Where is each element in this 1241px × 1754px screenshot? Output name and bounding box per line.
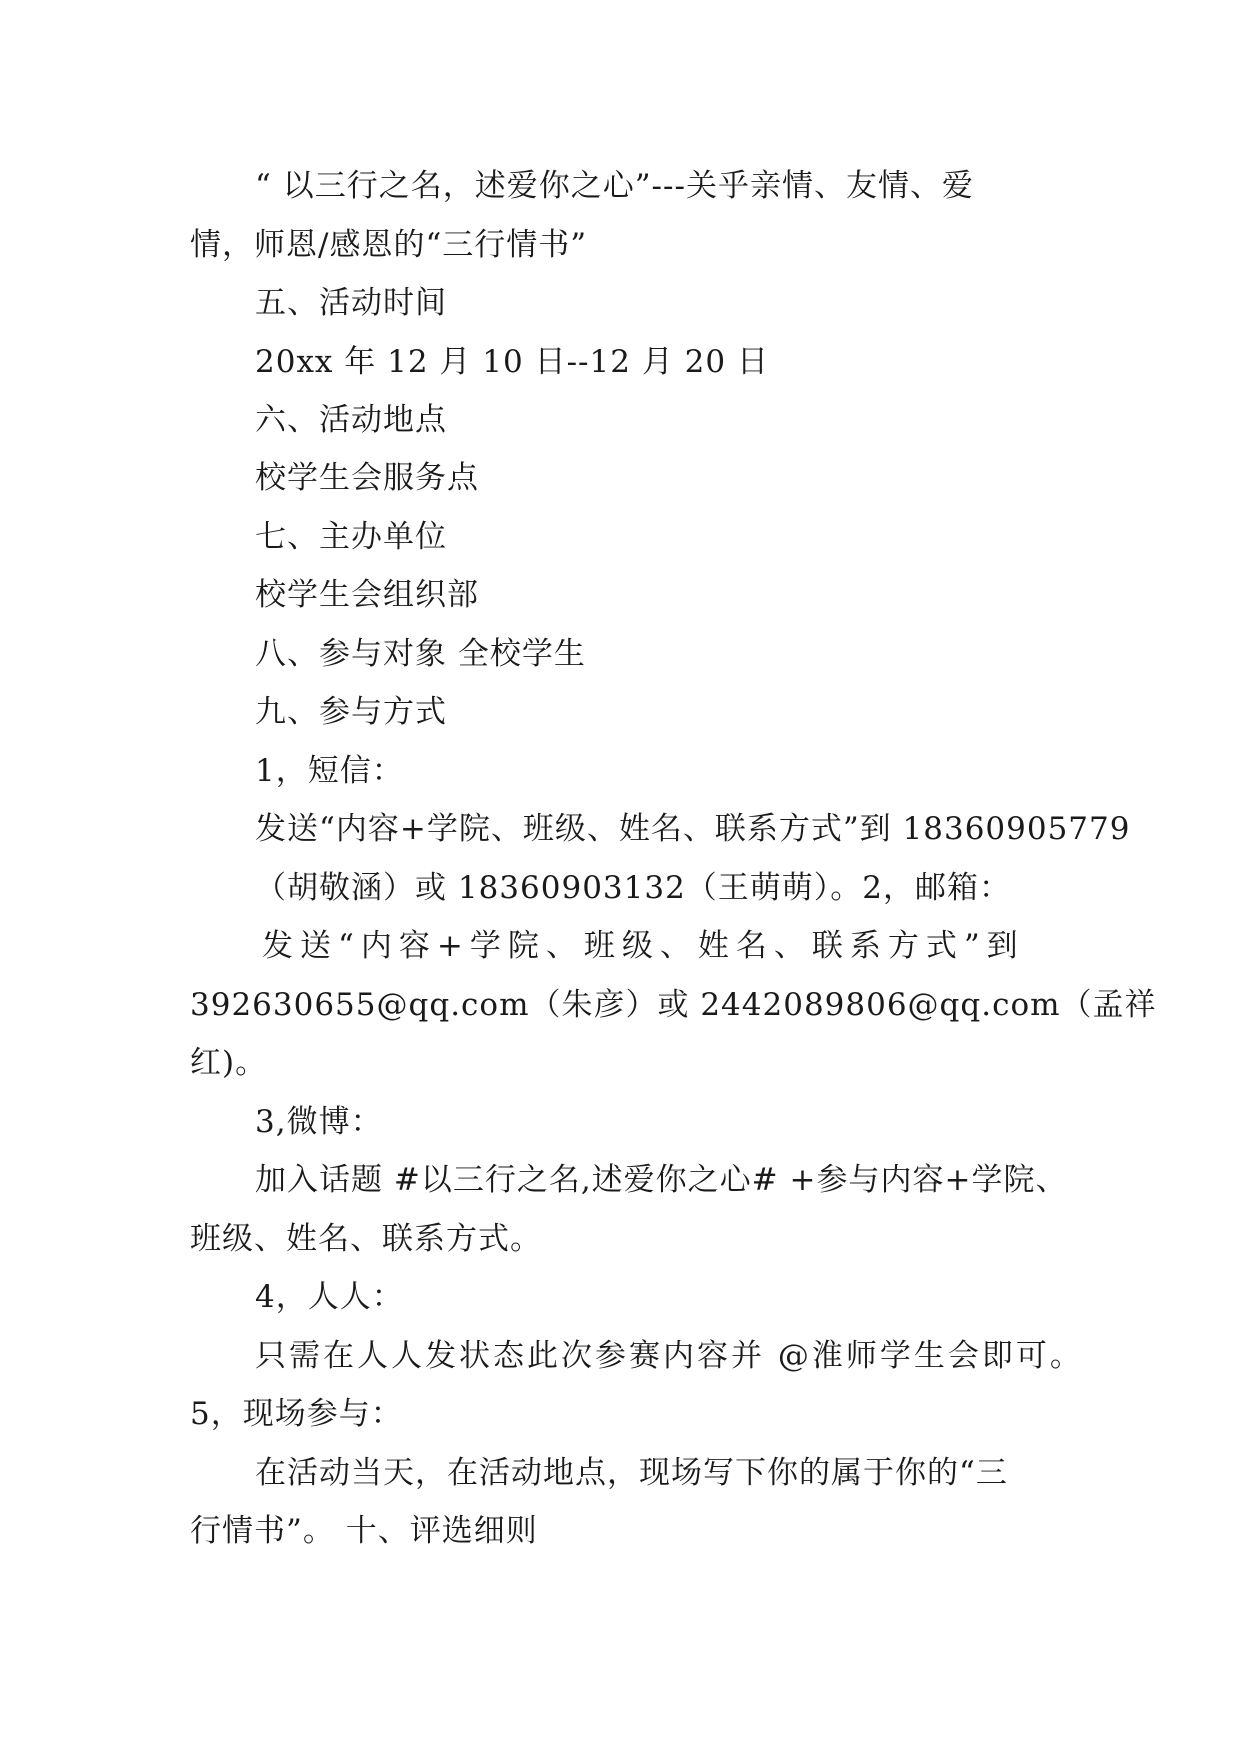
method-onsite-line-1: 在活动当天，在活动地点，现场写下你的属于你的“三 <box>255 1455 1008 1491</box>
paragraph-theme-line-2: 情，师恩/感恩的“三行情书” <box>190 227 588 263</box>
method-email-line-2: 392630655@qq.com（朱彦）或 2442089806@qq.com（孟祥 <box>190 987 1157 1023</box>
method-sms-line-1: 发送“内容+学院、班级、姓名、联系方式”到 18360905779 <box>255 811 1131 847</box>
method-onsite-heading: 5，现场参与： <box>190 1396 403 1432</box>
section-heading-time: 五、活动时间 <box>255 285 447 321</box>
method-onsite-line-2: 行情书”。 十、评选细则 <box>190 1513 538 1549</box>
method-renren-line-1: 只需在人人发状态此次参赛内容并 @淮师学生会即可。 <box>255 1338 1084 1374</box>
section-heading-participants: 八、参与对象 全校学生 <box>255 636 586 672</box>
organizer-value: 校学生会组织部 <box>255 577 479 613</box>
section-heading-method: 九、参与方式 <box>255 694 447 730</box>
method-email-line-1: 发送“内容+学院、班级、姓名、联系方式”到 <box>262 928 1025 964</box>
section-heading-location: 六、活动地点 <box>255 402 447 438</box>
method-weibo-heading: 3,微博： <box>255 1104 383 1140</box>
activity-time-value: 20xx 年 12 月 10 日--12 月 20 日 <box>255 344 769 380</box>
paragraph-theme-line-1: “ 以三行之名，述爱你之心”---关乎亲情、友情、爱 <box>255 168 974 204</box>
method-email-line-3: 红)。 <box>190 1045 268 1081</box>
method-sms-line-2: （胡敬涵）或 18360903132（王萌萌）。2，邮箱： <box>255 870 1012 906</box>
method-renren-heading: 4，人人： <box>255 1279 404 1315</box>
section-heading-organizer: 七、主办单位 <box>255 519 447 555</box>
method-sms-heading: 1，短信： <box>255 753 404 789</box>
method-weibo-line-1: 加入话题 #以三行之名,述爱你之心# +参与内容+学院、 <box>255 1162 1068 1198</box>
method-weibo-line-2: 班级、姓名、联系方式。 <box>190 1221 542 1257</box>
activity-location-value: 校学生会服务点 <box>255 460 479 496</box>
